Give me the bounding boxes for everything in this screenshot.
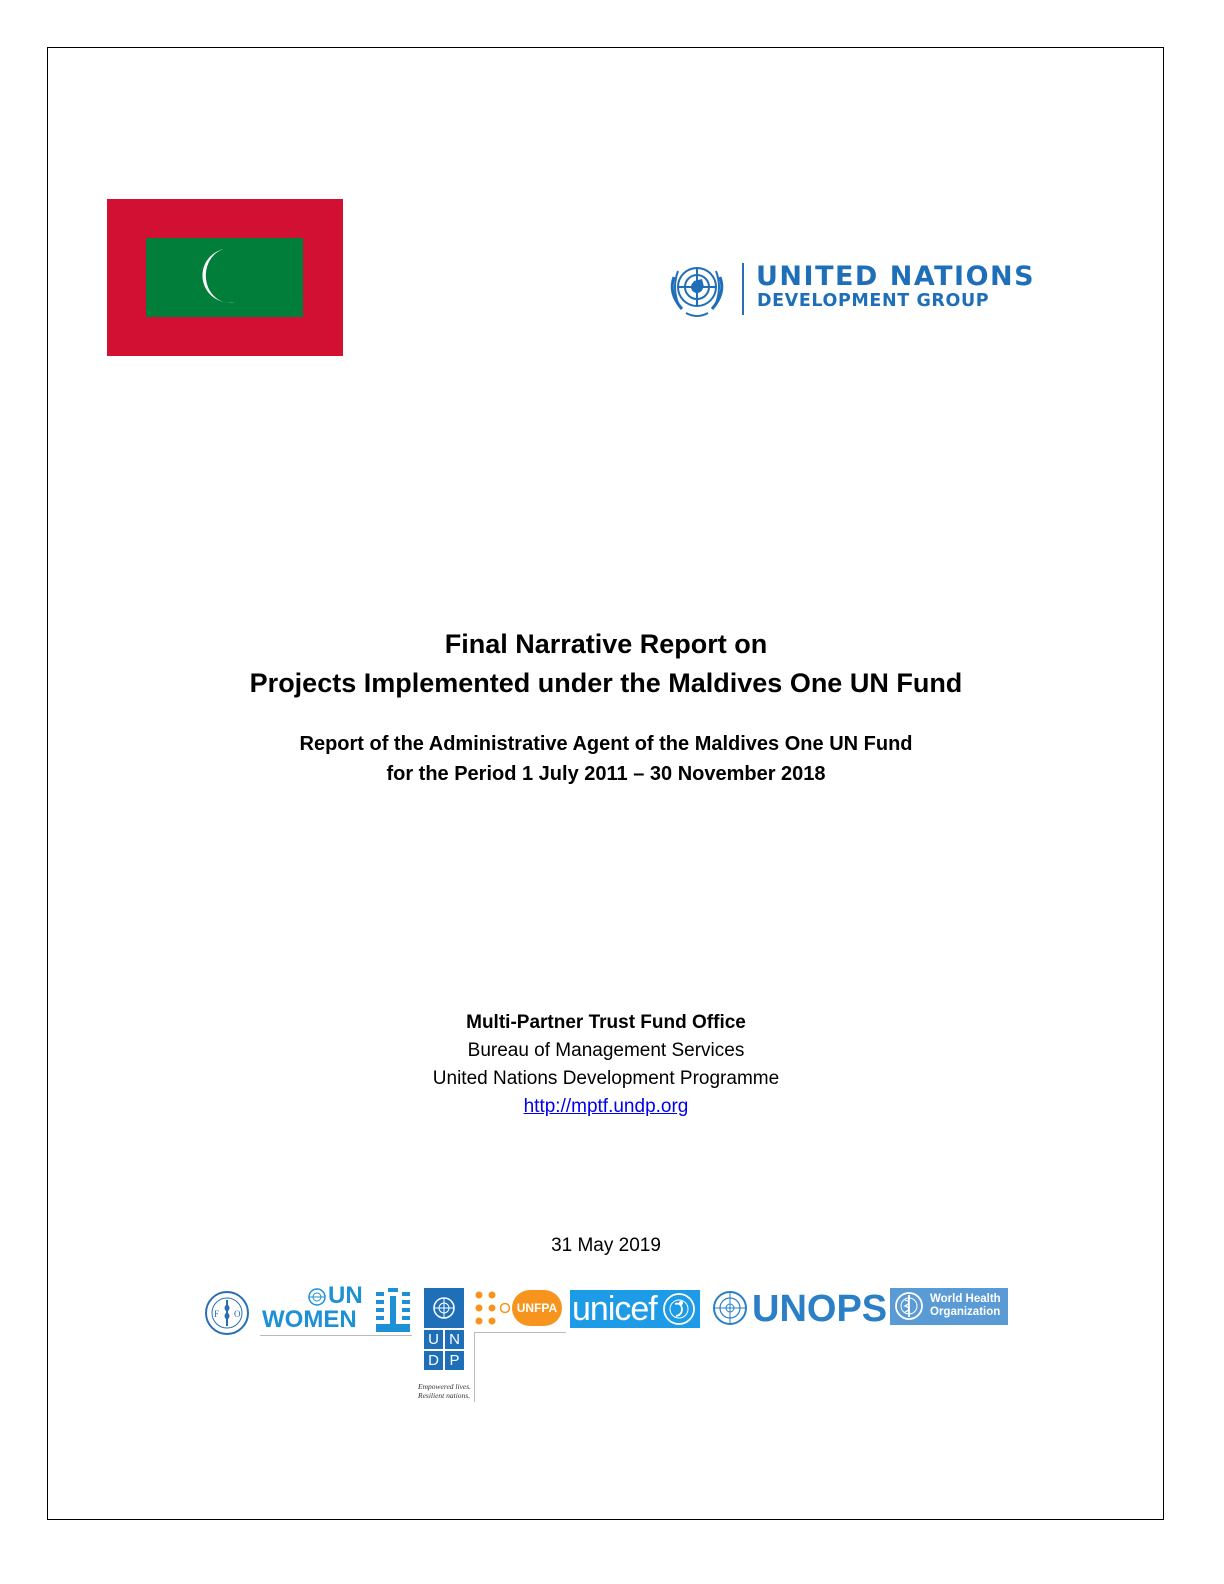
unfpa-text: UNFPA <box>512 1290 562 1326</box>
logo-underline <box>474 1332 566 1333</box>
unicef-text: unicef <box>572 1290 657 1328</box>
undg-name-line1: UNITED NATIONS <box>756 261 1036 292</box>
unfpa-logo <box>474 1288 566 1332</box>
report-subtitle-line2: for the Period 1 July 2011 – 30 November 2018 <box>386 763 826 785</box>
undg-divider <box>742 263 744 315</box>
who-text-line2: Organization <box>930 1306 1001 1318</box>
undp-letter-d: D <box>424 1351 443 1370</box>
fao-letter-f: F <box>214 1309 220 1319</box>
unops-text: UNOPS <box>752 1288 888 1330</box>
report-title-line2: Projects Implemented under the Maldives One UN Fund <box>249 668 963 698</box>
mptf-link[interactable]: http://mptf.undp.org <box>523 1096 689 1117</box>
undp-tagline-2: Resilient nations. <box>418 1391 471 1400</box>
undg-logo <box>664 257 1036 321</box>
fao-letter-o: O <box>234 1309 241 1319</box>
report-date: 31 May 2019 <box>551 1235 661 1256</box>
office-url-line <box>0 1093 1212 1121</box>
un-emblem-icon <box>308 1288 326 1306</box>
maldives-flag <box>107 199 343 356</box>
undp-letter-u: U <box>424 1330 443 1349</box>
who-text-line1: World Health <box>930 1293 1001 1305</box>
undp-emblem-box <box>424 1288 464 1328</box>
logo-underline <box>260 1335 412 1336</box>
fao-logo <box>204 1290 250 1336</box>
undp-letter-n: N <box>445 1330 464 1349</box>
un-emblem-icon <box>664 257 730 321</box>
unicef-emblem-icon <box>662 1292 696 1326</box>
undg-name-line2: DEVELOPMENT GROUP <box>757 291 990 311</box>
report-subtitle-line1: Report of the Administrative Agent of the Maldives One UN Fund <box>299 733 913 755</box>
un-emblem-icon <box>432 1296 456 1320</box>
unicef-logo <box>570 1290 700 1328</box>
un-emblem-icon <box>712 1290 748 1326</box>
undp-letter-p: P <box>445 1351 464 1370</box>
unwomen-symbol-icon <box>376 1288 412 1334</box>
undp-logo <box>420 1288 476 1402</box>
report-title-line1: Final Narrative Report on <box>444 629 768 659</box>
office-bureau: Bureau of Management Services <box>467 1040 745 1061</box>
unwomen-women-text: WOMEN <box>262 1306 357 1333</box>
unfpa-dots-icon <box>474 1290 510 1326</box>
office-name: Multi-Partner Trust Fund Office <box>466 1012 746 1033</box>
logo-divider <box>474 1332 475 1402</box>
undp-tagline-1: Empowered lives. <box>418 1382 472 1391</box>
unops-logo <box>710 1288 888 1330</box>
unwomen-logo <box>260 1282 412 1336</box>
unwomen-un-text: UN <box>328 1282 363 1309</box>
who-logo <box>890 1288 1008 1325</box>
who-emblem-icon <box>894 1291 924 1321</box>
office-programme: United Nations Development Programme <box>432 1068 780 1089</box>
